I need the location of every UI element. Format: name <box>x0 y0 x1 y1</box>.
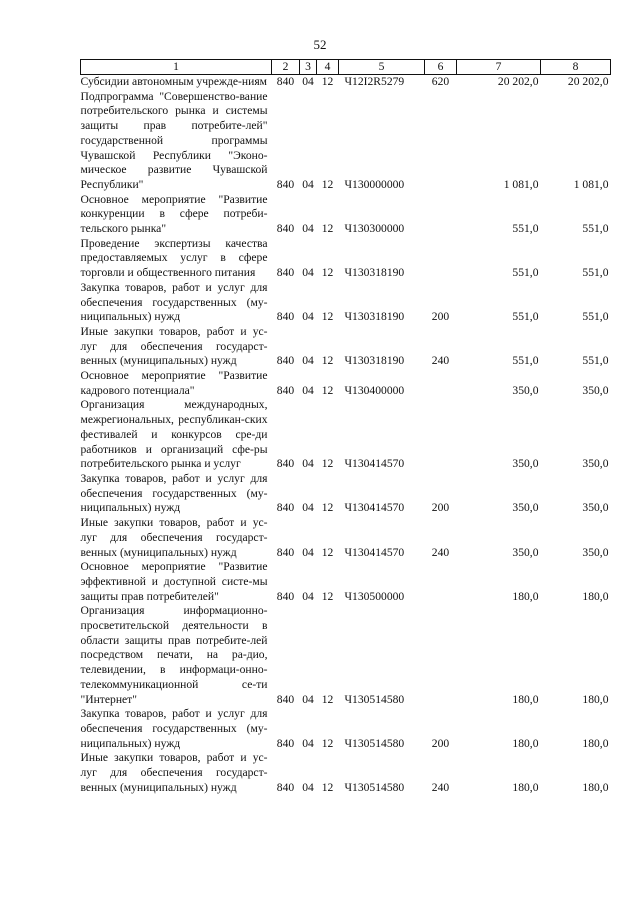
table-row <box>81 75 611 90</box>
target-article-code: Ч130400000 <box>344 383 405 397</box>
amount-year-2: 350,0 <box>582 501 609 515</box>
amount-year-1: 180,0 <box>512 692 539 706</box>
row-name: Закупка товаров, работ и услуг для обеспечения государственных (му-ниципальных) нужд <box>80 280 268 324</box>
table-row <box>81 398 611 472</box>
column-header: 2 <box>272 60 300 75</box>
subsection-code: 12 <box>321 177 334 191</box>
table-row <box>81 281 611 325</box>
section-code: 04 <box>302 222 314 236</box>
subsection-code: 12 <box>321 501 334 515</box>
row-name: Организация информационно-просветительской деятельности в области защиты прав потребите-лей посредством печати, на ра-дио, телевидении, в информаци-онно-телекоммуникационной се-ти "Интернет" <box>80 604 268 706</box>
subsection-code: 12 <box>321 266 334 280</box>
table-row <box>81 560 611 604</box>
expense-type-code <box>425 237 457 281</box>
row-name: Иные закупки товаров, работ и ус-луг для обеспечения государст-венных (муниципальных) нужд <box>80 516 268 559</box>
ministry-code: 840 <box>276 692 295 706</box>
expense-type-code: 240 <box>431 354 450 368</box>
section-code: 04 <box>302 780 314 794</box>
amount-year-1: 350,0 <box>512 501 539 515</box>
table-row <box>81 707 611 751</box>
subsection-code: 12 <box>321 457 334 471</box>
ministry-code: 840 <box>276 589 295 603</box>
expense-type-code <box>425 604 457 707</box>
target-article-code: Ч130414570 <box>344 545 405 559</box>
target-article-code: Ч130000000 <box>344 177 405 191</box>
table-row <box>81 751 611 795</box>
subsection-code: 12 <box>321 222 334 236</box>
ministry-code: 840 <box>276 354 295 368</box>
column-header: 7 <box>457 60 541 75</box>
target-article-code: Ч130414570 <box>344 501 405 515</box>
amount-year-1: 1 081,0 <box>503 177 539 191</box>
amount-year-2: 180,0 <box>582 780 609 794</box>
amount-year-1: 350,0 <box>512 383 539 397</box>
target-article-code: Ч130414570 <box>344 457 405 471</box>
ministry-code: 840 <box>276 457 295 471</box>
expense-type-code: 240 <box>431 780 450 794</box>
subsection-code: 12 <box>321 589 334 603</box>
amount-year-1: 551,0 <box>512 310 539 324</box>
amount-year-1: 350,0 <box>512 545 539 559</box>
amount-year-1: 350,0 <box>512 457 539 471</box>
amount-year-2: 551,0 <box>582 310 609 324</box>
subsection-code: 12 <box>321 354 334 368</box>
row-name: Основное мероприятие "Развитие кадрового потенциала" <box>80 369 268 397</box>
expense-type-code: 200 <box>431 736 450 750</box>
amount-year-2: 1 081,0 <box>573 177 609 191</box>
amount-year-1: 180,0 <box>512 780 539 794</box>
ministry-code: 840 <box>276 177 295 191</box>
amount-year-1: 551,0 <box>512 222 539 236</box>
subsection-code: 12 <box>321 545 334 559</box>
row-name: Иные закупки товаров, работ и ус-луг для обеспечения государст-венных (муниципальных) нужд <box>80 324 268 368</box>
section-code: 04 <box>302 501 314 515</box>
table-row <box>81 193 611 237</box>
target-article-code: Ч130514580 <box>344 692 405 706</box>
ministry-code: 840 <box>276 383 295 397</box>
section-code: 04 <box>302 354 314 368</box>
ministry-code: 840 <box>276 736 295 750</box>
amount-year-1: 551,0 <box>512 266 539 280</box>
subsection-code: 12 <box>321 310 334 324</box>
page-number: 52 <box>313 37 327 52</box>
amount-year-2: 350,0 <box>582 545 609 559</box>
row-name: Субсидии автономным учрежде-ниям <box>80 75 267 88</box>
expense-type-code: 200 <box>431 310 450 324</box>
amount-year-2: 551,0 <box>582 354 609 368</box>
subsection-code: 12 <box>321 692 334 706</box>
ministry-code: 840 <box>276 310 295 324</box>
subsection-code: 12 <box>321 780 334 794</box>
column-header: 5 <box>339 60 425 75</box>
subsection-code: 12 <box>321 75 334 88</box>
row-name: Закупка товаров, работ и услуг для обеспечения государственных (му-ниципальных) нужд <box>80 471 268 515</box>
column-header: 4 <box>317 60 339 75</box>
amount-year-2: 551,0 <box>582 266 609 280</box>
column-header: 8 <box>541 60 611 75</box>
table-row <box>81 237 611 281</box>
subsection-code: 12 <box>321 383 334 397</box>
row-name: Проведение экспертизы качества предоставляемых услуг в сфере торговли и общественного питания <box>80 236 268 280</box>
column-header: 1 <box>81 60 272 75</box>
table-row <box>81 604 611 707</box>
section-code: 04 <box>302 545 314 559</box>
table-row <box>81 325 611 369</box>
table-row <box>81 472 611 516</box>
amount-year-1: 551,0 <box>512 354 539 368</box>
target-article-code: Ч130300000 <box>344 222 405 236</box>
amount-year-2: 180,0 <box>582 589 609 603</box>
column-header: 6 <box>425 60 457 75</box>
expense-type-code: 240 <box>431 545 450 559</box>
expense-type-code: 200 <box>431 501 450 515</box>
amount-year-2: 20 202,0 <box>567 75 609 88</box>
target-article-code: Ч130514580 <box>344 780 405 794</box>
target-article-code: Ч130318190 <box>344 310 405 324</box>
section-code: 04 <box>302 310 314 324</box>
ministry-code: 840 <box>276 545 295 559</box>
table-row <box>81 516 611 560</box>
amount-year-2: 350,0 <box>582 383 609 397</box>
section-code: 04 <box>302 457 314 471</box>
row-name: Иные закупки товаров, работ и ус-луг для обеспечения государст-венных (муниципальных) нужд <box>80 751 268 794</box>
ministry-code: 840 <box>276 75 295 88</box>
amount-year-1: 180,0 <box>512 736 539 750</box>
expense-type-code <box>425 193 457 237</box>
ministry-code: 840 <box>276 222 295 236</box>
target-article-code: Ч130514580 <box>344 736 405 750</box>
row-name: Организация международных, межрегиональных, республикан-ских фестивалей и конкурсов сре-ди работников и организаций сфе-ры потребительского рынка и услуг <box>80 398 268 471</box>
ministry-code: 840 <box>276 501 295 515</box>
row-name: Закупка товаров, работ и услуг для обеспечения государственных (му-ниципальных) нужд <box>80 707 268 750</box>
amount-year-1: 20 202,0 <box>497 75 539 88</box>
target-article-code: Ч12I2R5279 <box>344 75 405 88</box>
section-code: 04 <box>302 589 314 603</box>
amount-year-2: 180,0 <box>582 736 609 750</box>
subsection-code: 12 <box>321 736 334 750</box>
section-code: 04 <box>302 692 314 706</box>
expense-type-code <box>425 560 457 604</box>
row-name: Основное мероприятие "Развитие конкуренции в сфере потреби-тельского рынка" <box>80 192 268 236</box>
target-article-code: Ч130318190 <box>344 266 405 280</box>
ministry-code: 840 <box>276 266 295 280</box>
table-row <box>81 90 611 193</box>
section-code: 04 <box>302 75 314 88</box>
amount-year-2: 350,0 <box>582 457 609 471</box>
amount-year-2: 180,0 <box>582 692 609 706</box>
column-header: 3 <box>300 60 317 75</box>
expense-type-code <box>425 90 457 193</box>
row-name: Подпрограмма "Совершенство-вание потребительского рынка и системы защиты прав потребите-лей" государственной программы Чувашской Республики "Эконо-мическое развитие Чувашской Республики" <box>80 89 268 191</box>
table-header-row <box>81 60 611 75</box>
target-article-code: Ч130318190 <box>344 354 405 368</box>
expense-type-code <box>425 369 457 398</box>
ministry-code: 840 <box>276 780 295 794</box>
expense-type-code: 620 <box>431 75 450 88</box>
section-code: 04 <box>302 177 314 191</box>
budget-table <box>80 59 611 795</box>
row-name: Основное мероприятие "Развитие эффективной и доступной систе-мы защиты прав потребителей" <box>80 560 268 603</box>
table-row <box>81 369 611 398</box>
expense-type-code <box>425 398 457 472</box>
section-code: 04 <box>302 736 314 750</box>
target-article-code: Ч130500000 <box>344 589 405 603</box>
section-code: 04 <box>302 266 314 280</box>
amount-year-2: 551,0 <box>582 222 609 236</box>
amount-year-1: 180,0 <box>512 589 539 603</box>
section-code: 04 <box>302 383 314 397</box>
